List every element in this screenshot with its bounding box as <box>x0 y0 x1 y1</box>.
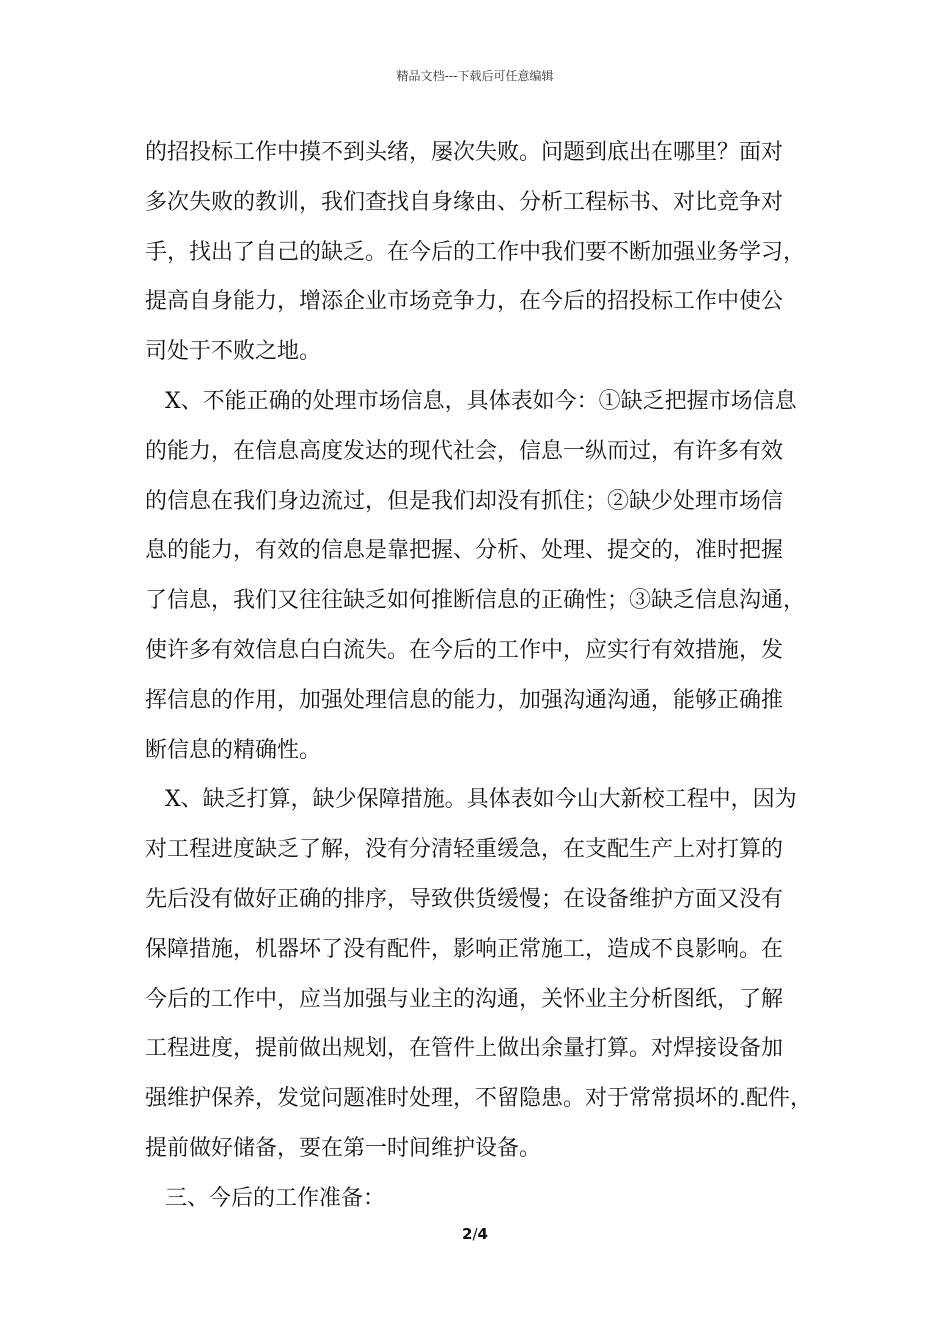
page-separator: / <box>472 1225 478 1243</box>
current-page: 2 <box>462 1225 473 1243</box>
paragraph-2 <box>145 377 825 775</box>
text-line: 提高自身能力，增添企业市场竞争力，在今后的招投标工作中使公 <box>145 289 784 315</box>
text-line: 挥信息的作用，加强处理信息的能力，加强沟通沟通，能够正确推 <box>145 687 784 713</box>
text-line: X、不能正确的处理市场信息，具体表如今：①缺乏把握市场信息 <box>165 388 797 414</box>
text-line: X、缺乏打算，缺少保障措施。具体表如今山大新校工程中，因为 <box>165 787 797 813</box>
text-line: 息的能力，有效的信息是靠把握、分析、处理、提交的，准时把握 <box>145 538 784 564</box>
text-line: 的信息在我们身边流过，但是我们却没有抓住；②缺少处理市场信 <box>145 488 784 514</box>
text-line: 对工程进度缺乏了解，没有分清轻重缓急，在支配生产上对打算的 <box>145 837 784 863</box>
text-line: 工程进度，提前做出规划，在管件上做出余量打算。对焊接设备加 <box>145 1036 784 1062</box>
text-line: 断信息的精确性。 <box>145 737 322 763</box>
total-pages: 4 <box>477 1225 488 1243</box>
text-line: 手，找出了自己的缺乏。在今后的工作中我们要不断加强业务学习， <box>145 239 806 265</box>
text-line: 多次失败的教训，我们查找自身缘由、分析工程标书、对比竞争对 <box>145 189 784 215</box>
paragraph-3 <box>145 775 825 1173</box>
text-line: 三、今后的工作准备： <box>165 1185 386 1211</box>
paragraph-1 <box>145 128 825 377</box>
section-heading <box>145 1174 825 1224</box>
page-number <box>0 1225 950 1243</box>
text-line: 先后没有做好正确的排序，导致供货缓慢；在设备维护方面又没有 <box>145 886 784 912</box>
page-header: 精品文档---下载后可任意编辑 <box>396 69 554 83</box>
text-line: 司处于不败之地。 <box>145 339 322 365</box>
text-line: 提前做好储备，要在第一时间维护设备。 <box>145 1135 542 1161</box>
text-line: 的招投标工作中摸不到头绪，屡次失败。问题到底出在哪里？面对 <box>145 140 784 165</box>
document-body <box>145 128 825 1224</box>
text-line: 今后的工作中，应当加强与业主的沟通，关怀业主分析图纸，了解 <box>145 986 784 1012</box>
text-line: 保障措施，机器坏了没有配件，影响正常施工，造成不良影响。在 <box>145 936 784 962</box>
text-line: 的能力，在信息高度发达的现代社会，信息一纵而过，有许多有效 <box>145 438 784 464</box>
text-line: 使许多有效信息白白流失。在今后的工作中，应实行有效措施，发 <box>145 637 784 663</box>
text-line: 强维护保养，发觉问题准时处理，不留隐患。对于常常损坏的.配件， <box>145 1086 812 1112</box>
text-line: 了信息，我们又往往缺乏如何推断信息的正确性；③缺乏信息沟通， <box>145 588 806 614</box>
